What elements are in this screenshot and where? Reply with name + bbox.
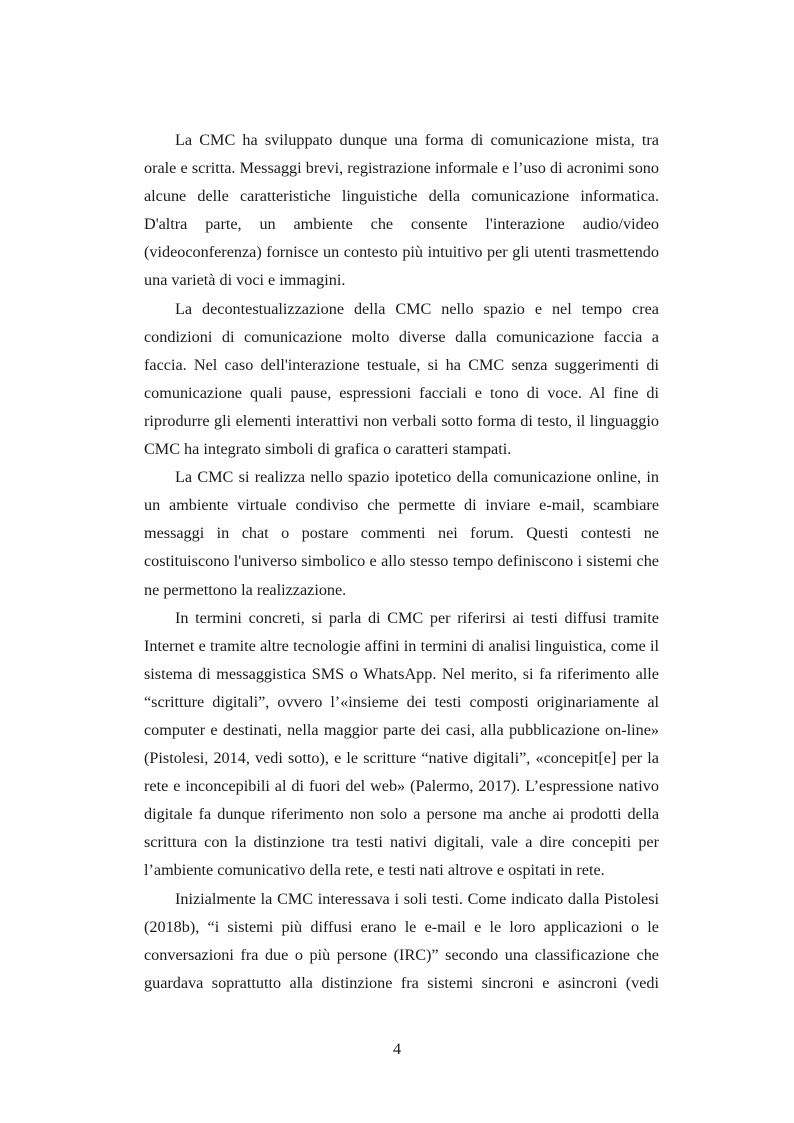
paragraph-1: La CMC ha sviluppato dunque una forma di comunicazione mista, tra orale e scritta. Messaggi brevi, registrazione informale e l’uso di acronimi sono alcune delle caratteristiche linguistiche della comunicazione informatica. D'altra parte, un ambiente che consente l'interazione audio/video (videoconferenza) fornisce un contesto più intuitivo per gli utenti trasmettendo una varietà di voci e immagini. (144, 131, 659, 290)
paragraph-3: La CMC si realizza nello spazio ipotetico della comunicazione online, in un ambiente virtuale condiviso che permette di inviare e-mail, scambiare messaggi in chat o postare commenti nei forum. Questi contesti ne costituiscono l'universo simbolico e allo stesso tempo definiscono i sistemi che ne permettono la realizzazione. (144, 468, 659, 599)
page-number: 4 (392, 1040, 402, 1058)
paragraph-4: In termini concreti, si parla di CMC per riferirsi ai testi diffusi tramite Internet e tramite altre tecnologie affini in termini di analisi linguistica, come il sistema di messaggistica SMS o WhatsApp. Nel merito, si fa riferimento alle “scritture digitali”, ovvero l’«insieme dei testi composti originariamente al computer e destinati, nella maggior parte dei casi, alla pubblicazione on-line» (Pistolesi, 2014, vedi sotto), e le scritture “native digitali”, «concepit[e] per la rete e inconcepibili al di fuori del web» (Palermo, 2017). L’espressione nativo digitale fa dunque riferimento non solo a persone ma anche ai prodotti della scrittura con la distinzione tra testi nativi digitali, vale a dire concepiti per l’ambiente comunicativo della rete, e testi nati altrove e ospitati in rete. (144, 608, 659, 880)
paragraph-5: Inizialmente la CMC interessava i soli testi. Come indicato dalla Pistolesi (2018b), “i sistemi più diffusi erano le e-mail e le loro applicazioni o le conversazioni fra due o più persone (IRC)” secondo una classificazione che guardava soprattutto alla distinzione fra sistemi sincroni e asincroni (vedi (144, 889, 659, 992)
body-text (144, 126, 659, 997)
paragraph-2: La decontestualizzazione della CMC nello spazio e nel tempo crea condizioni di comunicazione molto diverse dalla comunicazione faccia a faccia. Nel caso dell'interazione testuale, si ha CMC senza suggerimenti di comunicazione quali pause, espressioni facciali e tono di voce. Al fine di riprodurre gli elementi interattivi non verbali sotto forma di testo, il linguaggio CMC ha integrato simboli di grafica o caratteri stampati. (144, 299, 659, 459)
